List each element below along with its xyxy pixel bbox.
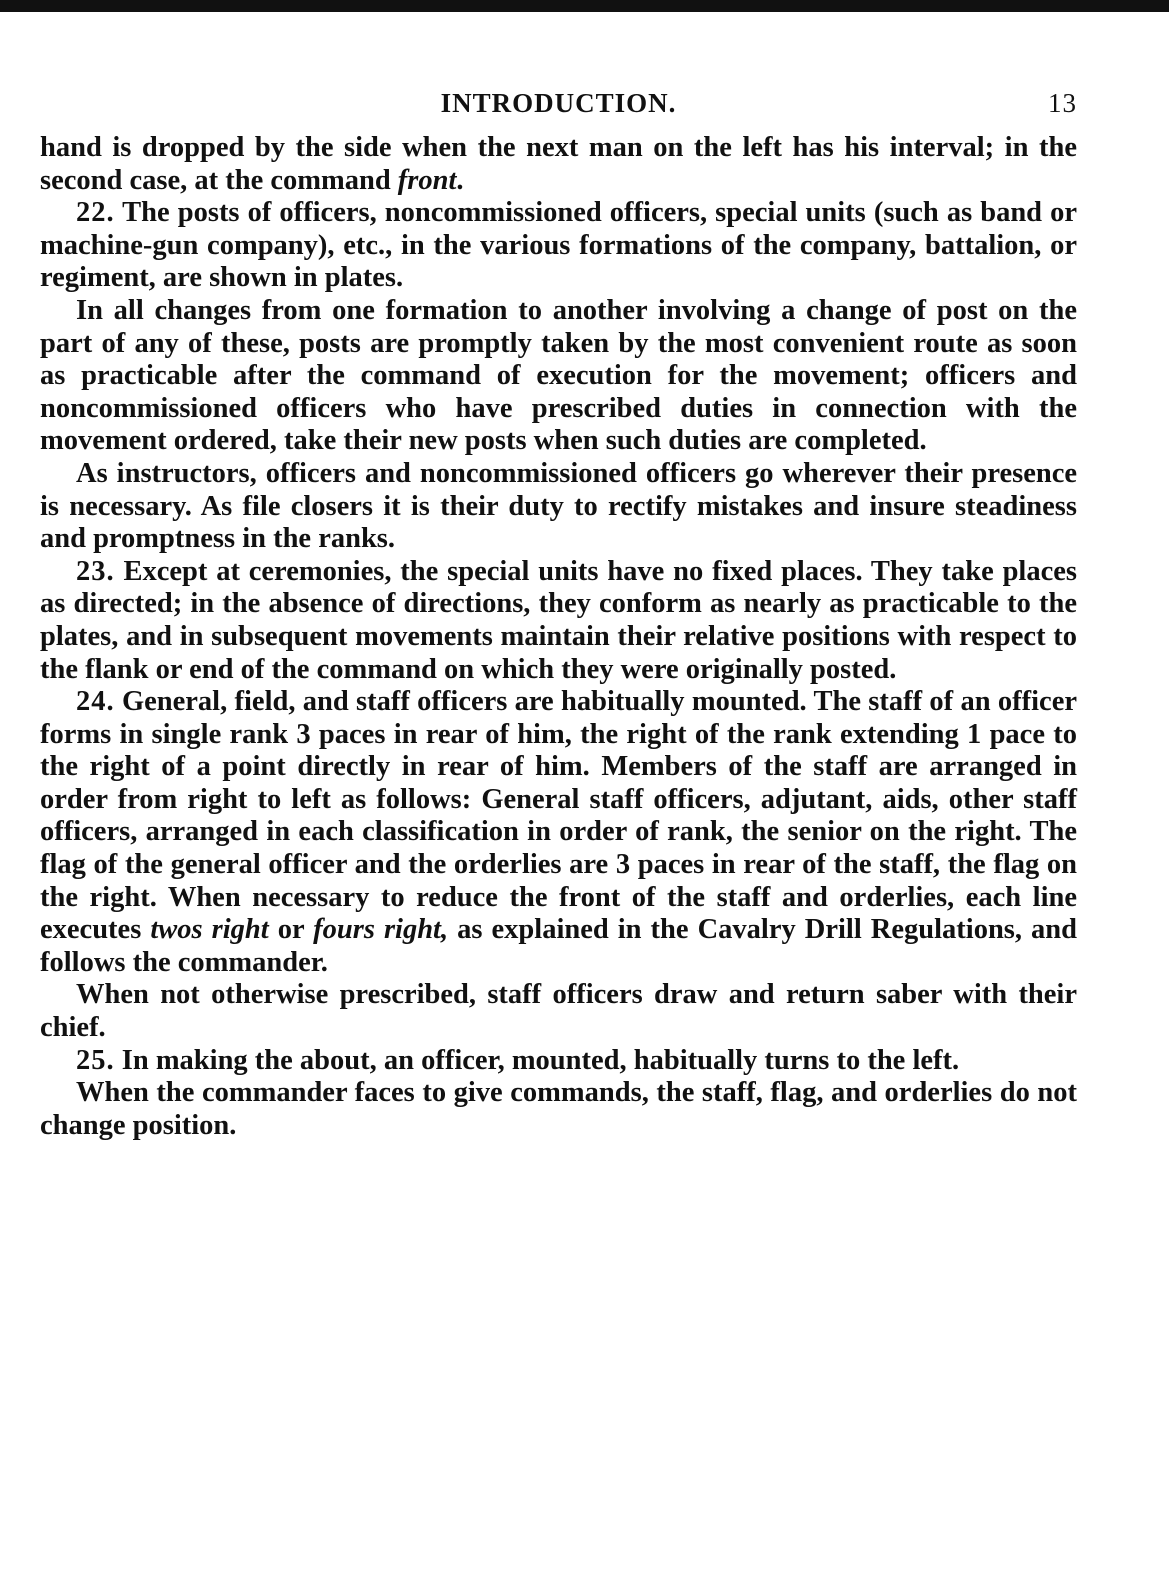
paragraph-number: 23.	[76, 555, 115, 587]
page-number: 13	[1048, 88, 1077, 118]
paragraph-24: 24. General, field, and staff officers are habitually mounted. The staff of an officer forms in single rank 3 paces in rear of him, the right of the rank extending 1 pace to the right of a point directly in rear of him. Members of the staff are arranged in order from right to left as follows: General staff officers, adjutant, aids, other staff officers, arranged in each classification in order of rank, the senior on the right. The flag of the general officer and the orderlies are 3 paces in rear of the staff, the flag on the right. When necessary to reduce the front of the staff and orderlies, each line executes twos right or fours right, as explained in the Cavalry Drill Regulations, and follows the commander.	[40, 686, 1078, 978]
paragraph-number: 24.	[76, 686, 115, 718]
top-border-rule	[0, 0, 1169, 12]
chapter-title: INTRODUCTION.	[440, 88, 677, 118]
command-word: front	[397, 164, 457, 196]
running-head	[40, 82, 1077, 132]
command-word: fours right,	[313, 914, 449, 946]
paragraph-continuation: hand is dropped by the side when the next man on the left has his interval; in the second case, at the command front.	[40, 132, 1077, 196]
paragraph-24-saber: When not otherwise prescribed, staff officers draw and return saber with their chief.	[40, 979, 1077, 1044]
paragraph-23: 23. Except at ceremonies, the special units have no fixed places. They take places as directed; in the absence of directions, they conform as nearly as practicable to the plates, and in subsequent movements maintain their relative positions with respect to the flank or end of the command on which they were originally posted.	[40, 555, 1077, 685]
book-page	[40, 82, 1077, 1142]
body-text	[40, 132, 1077, 1142]
command-word: twos right	[150, 914, 269, 946]
paragraph-number: 25.	[76, 1044, 115, 1076]
paragraph-25-commander: When the commander faces to give commands, the staff, flag, and orderlies do not change position.	[40, 1077, 1077, 1141]
paragraph-number: 22.	[76, 197, 115, 229]
paragraph-22-changes: In all changes from one formation to another involving a change of post on the part of any of these, posts are promptly taken by the most convenient route as soon as practicable after the command of execution for the movement; officers and noncommissioned officers who have prescribed duties in connection with the movement ordered, take their new posts when such duties are completed.	[40, 294, 1077, 457]
paragraph-22: 22. The posts of officers, noncommissioned officers, special units (such as band or machine-gun company), etc., in the various formations of the company, battalion, or regiment, are shown in plates.	[40, 197, 1077, 294]
paragraph-22-instructors: As instructors, officers and noncommissioned officers go wherever their presence is necessary. As file closers it is their duty to rectify mistakes and insure steadiness and promptness in the ranks.	[40, 457, 1077, 555]
paragraph-25: 25. In making the about, an officer, mounted, habitually turns to the left.	[76, 1044, 960, 1076]
